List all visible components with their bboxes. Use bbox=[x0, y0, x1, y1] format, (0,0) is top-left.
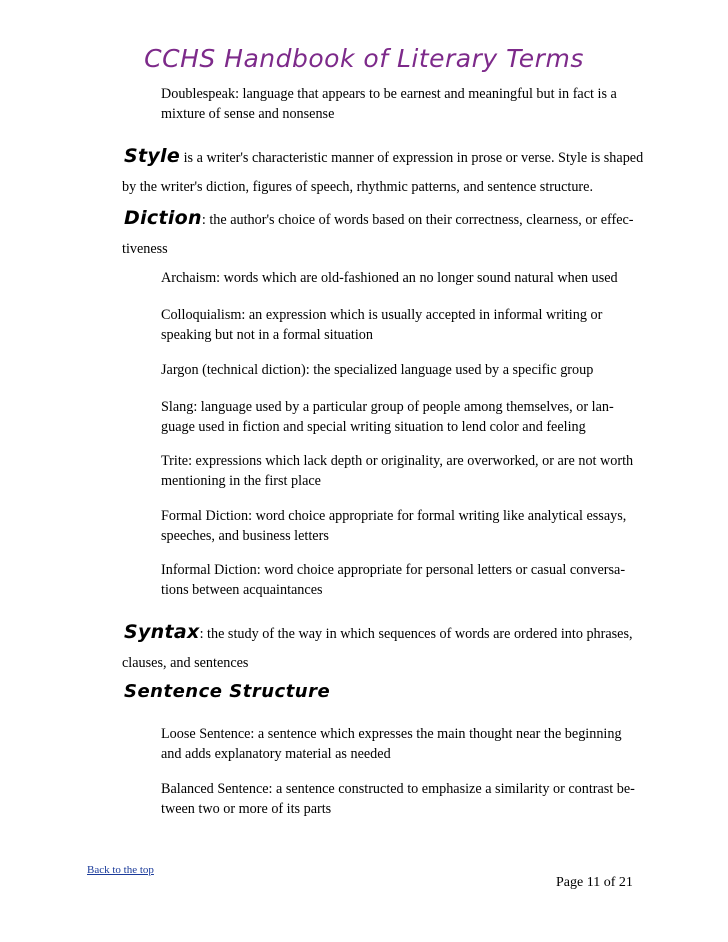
diction-item-formal bbox=[161, 506, 651, 546]
diction-item-trite bbox=[161, 451, 651, 491]
text-line: guage used in fiction and special writing situation to lend color and feeling bbox=[161, 419, 586, 435]
style-definition bbox=[124, 143, 654, 198]
sentence-item-loose bbox=[161, 724, 651, 764]
text-line: Slang: language used by a particular group of people among themselves, or lan- bbox=[161, 399, 614, 415]
diction-definition bbox=[124, 205, 654, 260]
back-to-top-link[interactable]: Back to the top bbox=[87, 864, 154, 876]
term-diction: Diction bbox=[124, 207, 202, 229]
diction-item-colloquialism bbox=[161, 305, 651, 345]
section-heading-sentence-structure: Sentence Structure bbox=[124, 681, 331, 702]
text-line: Loose Sentence: a sentence which expresses the main thought near the beginning bbox=[161, 726, 622, 742]
text-line: Doublespeak: language that appears to be earnest and meaningful but in fact is a bbox=[161, 86, 617, 102]
text-line: speaking but not in a formal situation bbox=[161, 327, 373, 343]
text-line: tween two or more of its parts bbox=[161, 801, 332, 817]
sentence-item-balanced bbox=[161, 779, 651, 819]
text-line: mixture of sense and nonsense bbox=[161, 106, 335, 122]
diction-item-archaism bbox=[161, 268, 651, 288]
text-line: tions between acquaintances bbox=[161, 582, 323, 598]
diction-item-jargon bbox=[161, 360, 651, 380]
term-syntax: Syntax bbox=[124, 621, 200, 643]
text-line: speeches, and business letters bbox=[161, 528, 329, 544]
text-line: Colloquialism: an expression which is usually accepted in informal writing or bbox=[161, 307, 603, 323]
text-line: clauses, and sentences bbox=[122, 655, 249, 671]
page-title: CCHS Handbook of Literary Terms bbox=[144, 44, 584, 73]
text-line: Trite: expressions which lack depth or originality, are overworked, or are not worth bbox=[161, 453, 634, 469]
diction-item-informal bbox=[161, 560, 651, 600]
doublespeak-definition bbox=[161, 84, 651, 124]
page-number: Page 11 of 21 bbox=[556, 875, 633, 890]
text-line: mentioning in the first place bbox=[161, 473, 321, 489]
syntax-definition bbox=[124, 619, 654, 674]
text-line: and adds explanatory material as needed bbox=[161, 746, 391, 762]
text-line: by the writer's diction, figures of speech, rhythmic patterns, and sentence structure. bbox=[122, 179, 593, 195]
text-line: Formal Diction: word choice appropriate for formal writing like analytical essays, bbox=[161, 508, 627, 524]
text-line: Informal Diction: word choice appropriate for personal letters or casual conversa- bbox=[161, 562, 626, 578]
text-line: Jargon (technical diction): the specialized language used by a specific group bbox=[161, 362, 594, 378]
text-line: : the study of the way in which sequences of words are ordered into phrases, bbox=[199, 626, 633, 642]
text-line: Archaism: words which are old-fashioned an no longer sound natural when used bbox=[161, 270, 618, 286]
term-style: Style bbox=[124, 145, 181, 167]
diction-item-slang bbox=[161, 397, 651, 437]
text-line: Balanced Sentence: a sentence constructed to emphasize a similarity or contrast be- bbox=[161, 781, 635, 797]
text-line: : the author's choice of words based on their correctness, clearness, or effec- bbox=[201, 212, 634, 228]
text-line: is a writer's characteristic manner of expression in prose or verse. Style is shaped bbox=[180, 150, 644, 166]
text-line: tiveness bbox=[122, 241, 168, 257]
